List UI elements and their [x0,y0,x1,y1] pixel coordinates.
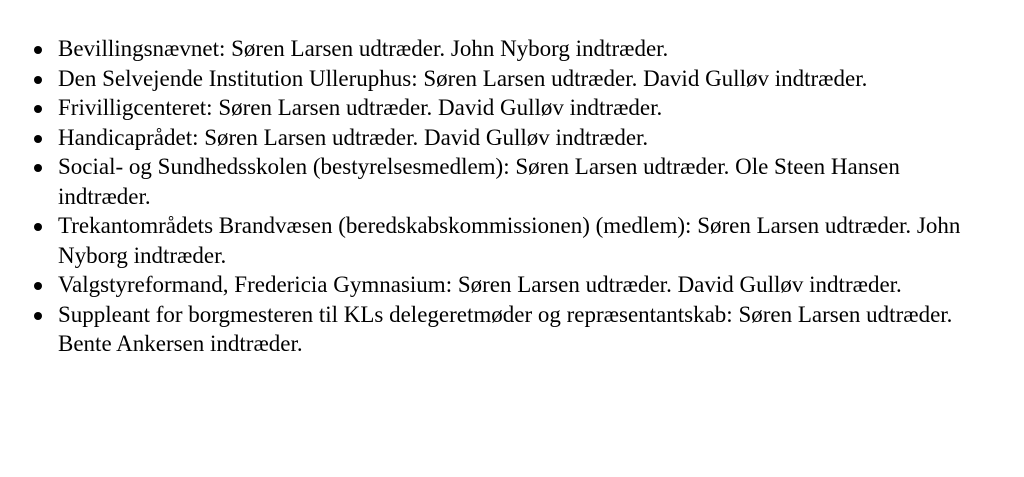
bullet-icon [34,105,42,113]
list-item [26,270,986,300]
bullet-icon [34,282,42,290]
list-item-text: Trekantområdets Brandvæsen (beredskabskommissionen) (medlem): Søren Larsen udtræder. John Nyborg indtræder. [58,213,961,268]
list-item-text: Frivilligcenteret: Søren Larsen udtræder. David Gulløv indtræder. [58,95,663,120]
list-item [26,64,986,94]
list-item [26,211,986,270]
bullet-icon [34,135,42,143]
list-item-text: Valgstyreformand, Fredericia Gymnasium: Søren Larsen udtræder. David Gulløv indtræder. [58,272,902,297]
list-item [26,93,986,123]
membership-change-list [26,34,986,359]
document-body [26,34,986,359]
list-item-text: Bevillingsnævnet: Søren Larsen udtræder. John Nyborg indtræder. [58,36,669,61]
bullet-icon [34,223,42,231]
bullet-icon [34,76,42,84]
bullet-icon [34,46,42,54]
bullet-icon [34,164,42,172]
list-item-text: Social- og Sundhedsskolen (bestyrelsesmedlem): Søren Larsen udtræder. Ole Steen Hansen indtræder. [58,154,900,209]
list-item-text: Den Selvejende Institution Ulleruphus: Søren Larsen udtræder. David Gulløv indtræder. [58,65,868,91]
list-item [26,152,986,211]
bullet-icon [34,312,42,320]
list-item-text: Handicaprådet: Søren Larsen udtræder. David Gulløv indtræder. [58,124,649,150]
list-item-text: Suppleant for borgmesteren til KLs delegeretmøder og repræsentantskab: Søren Larsen udtræder. Bente Ankersen indtræder. [58,301,953,356]
list-item [26,34,986,64]
list-item [26,123,986,153]
list-item [26,300,986,359]
